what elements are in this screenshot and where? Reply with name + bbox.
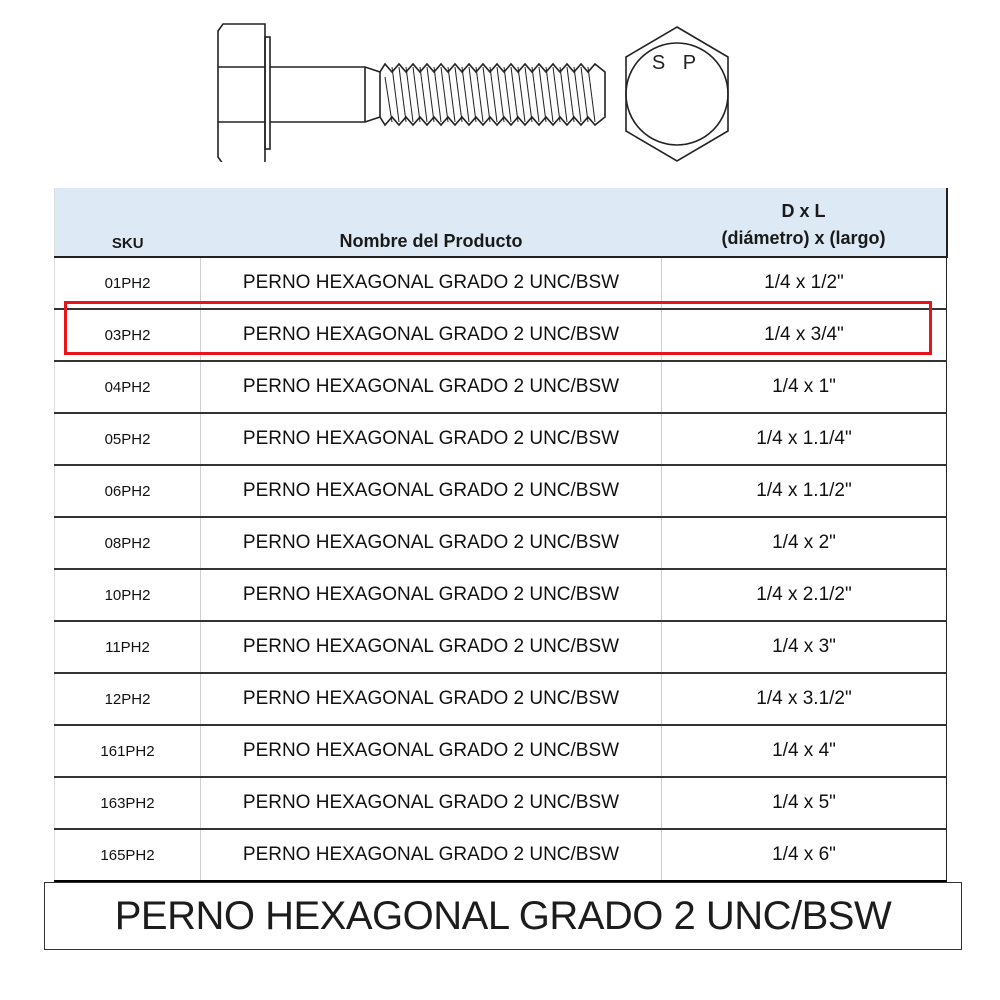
cell-sku: 10PH2	[55, 569, 201, 621]
cell-sku: 12PH2	[55, 673, 201, 725]
header-dim-line1: D x L	[781, 201, 826, 221]
table-row	[55, 465, 947, 517]
cell-name: PERNO HEXAGONAL GRADO 2 UNC/BSW	[201, 621, 662, 673]
cell-sku: 05PH2	[55, 413, 201, 465]
cell-sku: 163PH2	[55, 777, 201, 829]
footer-product-title: PERNO HEXAGONAL GRADO 2 UNC/BSW	[44, 882, 962, 950]
table-row	[55, 361, 947, 413]
cell-name: PERNO HEXAGONAL GRADO 2 UNC/BSW	[201, 777, 662, 829]
product-table	[54, 188, 946, 883]
cell-name: PERNO HEXAGONAL GRADO 2 UNC/BSW	[201, 309, 662, 361]
cell-sku: 11PH2	[55, 621, 201, 673]
table-row	[55, 621, 947, 673]
table-row-highlighted	[55, 309, 947, 361]
table-row	[55, 257, 947, 309]
cell-sku: 161PH2	[55, 725, 201, 777]
bolt-side-view-icon	[218, 24, 605, 162]
cell-dim: 1/4 x 4"	[662, 725, 947, 777]
table-row	[55, 725, 947, 777]
cell-sku: 08PH2	[55, 517, 201, 569]
table-row	[55, 413, 947, 465]
table-row	[55, 829, 947, 882]
cell-name: PERNO HEXAGONAL GRADO 2 UNC/BSW	[201, 725, 662, 777]
cell-name: PERNO HEXAGONAL GRADO 2 UNC/BSW	[201, 257, 662, 309]
table-row	[55, 777, 947, 829]
cell-dim: 1/4 x 1/2"	[662, 257, 947, 309]
cell-dim: 1/4 x 2"	[662, 517, 947, 569]
cell-name: PERNO HEXAGONAL GRADO 2 UNC/BSW	[201, 413, 662, 465]
table-row	[55, 673, 947, 725]
cell-sku: 06PH2	[55, 465, 201, 517]
cell-dim: 1/4 x 3.1/2"	[662, 673, 947, 725]
cell-dim: 1/4 x 2.1/2"	[662, 569, 947, 621]
cell-sku: 01PH2	[55, 257, 201, 309]
header-dimensions	[662, 188, 947, 257]
cell-sku: 03PH2	[55, 309, 201, 361]
cell-name: PERNO HEXAGONAL GRADO 2 UNC/BSW	[201, 829, 662, 882]
cell-dim: 1/4 x 3/4"	[662, 309, 947, 361]
cell-dim: 1/4 x 1.1/2"	[662, 465, 947, 517]
cell-name: PERNO HEXAGONAL GRADO 2 UNC/BSW	[201, 465, 662, 517]
cell-name: PERNO HEXAGONAL GRADO 2 UNC/BSW	[201, 569, 662, 621]
bolt-head-view-icon	[626, 27, 728, 161]
head-marking: S P	[651, 52, 703, 74]
cell-dim: 1/4 x 3"	[662, 621, 947, 673]
table-header	[55, 188, 947, 257]
table-row	[55, 517, 947, 569]
header-product-name: Nombre del Producto	[201, 188, 662, 257]
table-row	[55, 569, 947, 621]
cell-dim: 1/4 x 6"	[662, 829, 947, 882]
cell-dim: 1/4 x 5"	[662, 777, 947, 829]
cell-sku: 165PH2	[55, 829, 201, 882]
cell-dim: 1/4 x 1"	[662, 361, 947, 413]
cell-sku: 04PH2	[55, 361, 201, 413]
cell-name: PERNO HEXAGONAL GRADO 2 UNC/BSW	[201, 517, 662, 569]
header-sku: SKU	[55, 188, 201, 257]
header-dim-line2: (diámetro) x (largo)	[721, 228, 886, 248]
bolt-drawing	[215, 22, 800, 162]
cell-dim: 1/4 x 1.1/4"	[662, 413, 947, 465]
cell-name: PERNO HEXAGONAL GRADO 2 UNC/BSW	[201, 673, 662, 725]
cell-name: PERNO HEXAGONAL GRADO 2 UNC/BSW	[201, 361, 662, 413]
